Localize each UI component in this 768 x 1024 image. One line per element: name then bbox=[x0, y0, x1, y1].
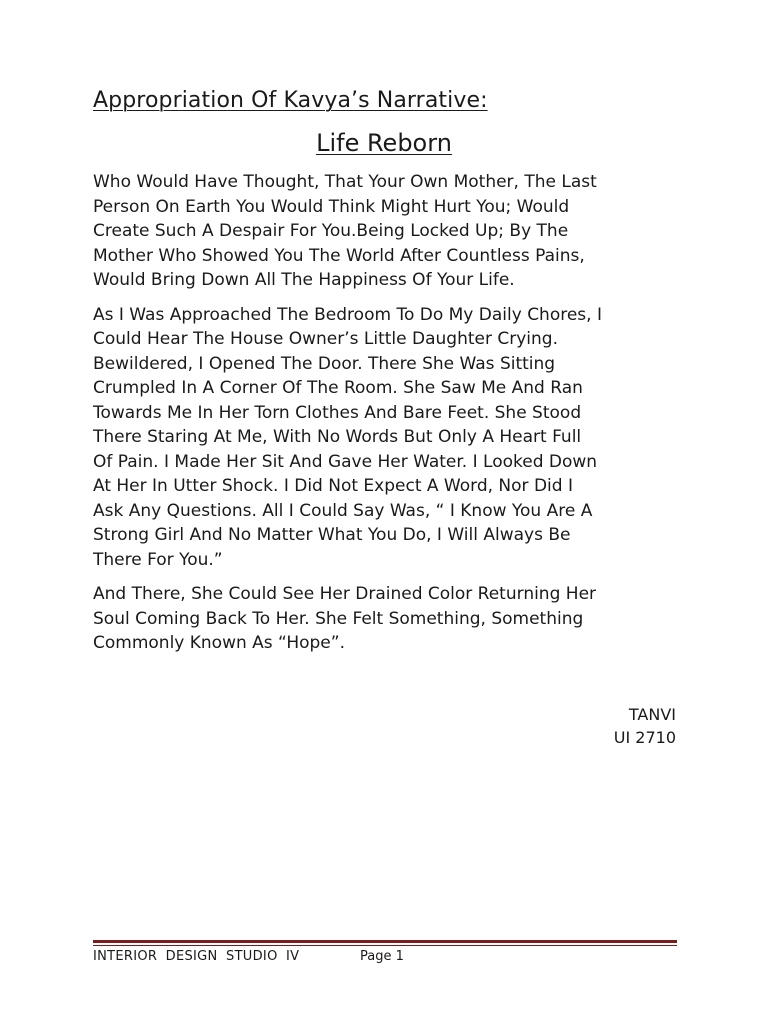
signature-block bbox=[614, 703, 676, 749]
footer-rule-thick bbox=[93, 940, 677, 943]
footer-rule-thin bbox=[93, 945, 677, 946]
paragraph-2: As I Was Approached The Bedroom To Do My Daily Chores, I Could Hear The House Owner’s Little Daughter Crying. Bewildered, I Opened The Door. There She Was Sitting Crumpled In A Corner Of The Room. She Saw Me And Ran Towards Me In Her Torn Clothes And Bare Feet. She Stood There Staring At Me, With No Words But Only A Heart Full Of Pain. I Made Her Sit And Gave Her Water. I Looked Down At Her In Utter Shock. I Did Not Expect A Word, Nor Did I Ask Any Questions. All I Could Say Was, “ I Know You Are A Strong Girl And No Matter What You Do, I Will Always Be There For You.” bbox=[93, 304, 602, 570]
footer-course-title: INTERIOR DESIGN STUDIO IV bbox=[93, 949, 300, 964]
signature-id: UI 2710 bbox=[613, 728, 676, 747]
signature-name: TANVI bbox=[628, 705, 676, 724]
paragraph-3: And There, She Could See Her Drained Color Returning Her Soul Coming Back To Her. She Felt Something, Something Commonly Known As “Hope”. bbox=[93, 584, 597, 653]
document-subtitle-text: Life Reborn bbox=[316, 129, 452, 157]
footer-page-number: Page 1 bbox=[360, 949, 404, 964]
paragraph-1: Who Would Have Thought, That Your Own Mother, The Last Person On Earth You Would Think Might Hurt You; Would Create Such A Despair For You.Being Locked Up; By The Mother Who Showed You The World After Countless Pains, Would Bring Down All The Happiness Of Your Life. bbox=[93, 172, 597, 290]
document-heading: Appropriation Of Kavya’s Narrative: bbox=[93, 88, 488, 113]
document-subtitle bbox=[0, 129, 768, 157]
document-body bbox=[93, 170, 683, 666]
